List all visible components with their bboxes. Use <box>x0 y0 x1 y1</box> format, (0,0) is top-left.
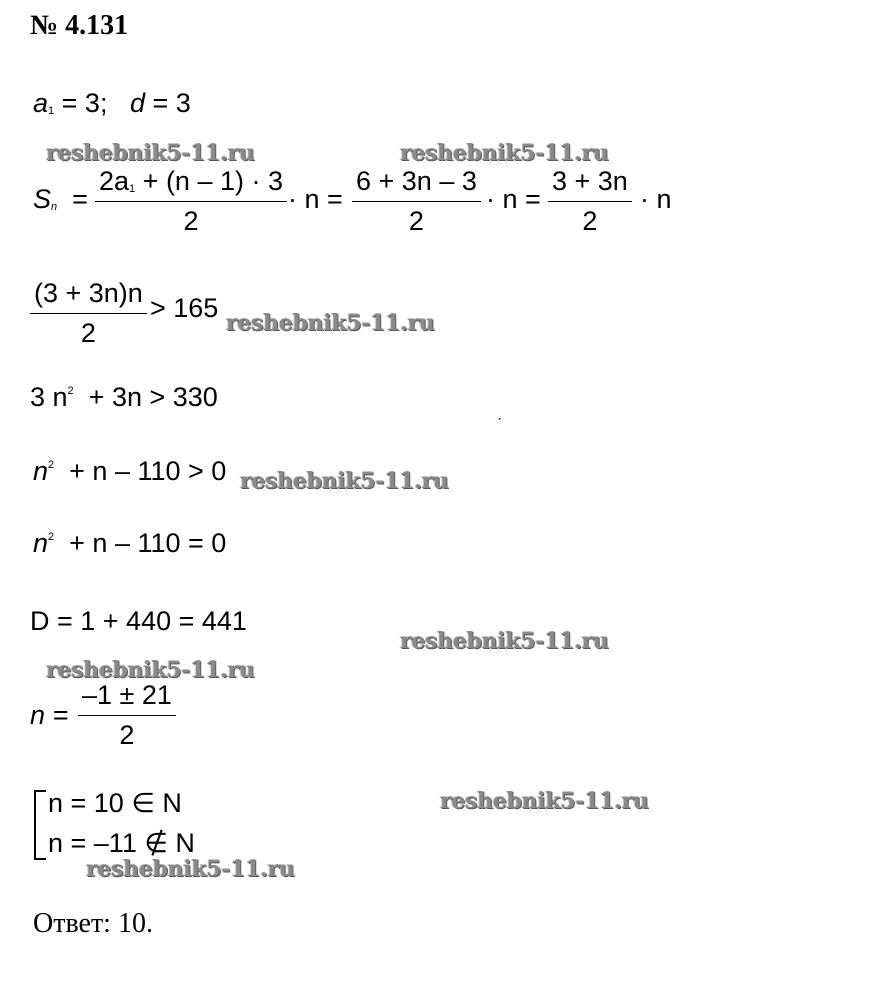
given-d-rest: = 3 <box>145 88 191 118</box>
sum-mul-3: · n <box>640 184 672 214</box>
ineq2-sup: 2 <box>67 385 74 397</box>
sum-fraction-1 <box>95 166 287 237</box>
answer-line: Ответ: 10. <box>33 908 153 939</box>
roots-fraction <box>78 680 176 751</box>
roots-den: 2 <box>119 720 135 750</box>
sum-lhs <box>33 186 88 213</box>
f2-den: 2 <box>408 206 424 236</box>
sum-s-sub: n <box>51 201 58 213</box>
ineq2-rest: + 3n > 330 <box>73 382 218 412</box>
watermark: reshebnik5-11.ru <box>46 657 255 683</box>
sum-eq: = <box>72 184 88 214</box>
eq-a: n <box>33 528 49 558</box>
given-a-rest: = 3; <box>54 88 108 118</box>
watermark: reshebnik5-11.ru <box>86 856 295 882</box>
f1-num-rest: + (n – 1) · 3 <box>135 166 283 196</box>
eq-rest: + n – 110 = 0 <box>54 528 227 558</box>
f3-num: 3 + 3n <box>548 166 632 202</box>
f1-den: 2 <box>183 206 199 236</box>
ineq3-sup: 2 <box>48 459 55 471</box>
f3-den: 2 <box>582 206 598 236</box>
watermark: reshebnik5-11.ru <box>400 140 609 166</box>
given-line <box>33 90 191 117</box>
watermark: reshebnik5-11.ru <box>46 140 255 166</box>
roots-num: –1 ± 21 <box>78 680 176 716</box>
sum-s: S <box>33 184 52 214</box>
sum-fraction-3 <box>548 166 632 237</box>
f1-num-sub: 1 <box>129 183 136 195</box>
system-line-1: n = 10 ∈ N <box>48 788 182 818</box>
ineq1-den: 2 <box>80 318 96 348</box>
watermark: reshebnik5-11.ru <box>240 468 449 494</box>
sum-mul-2: · n = <box>486 184 541 214</box>
given-a-sub: 1 <box>48 105 55 117</box>
system-bracket <box>34 790 46 860</box>
ineq2-a: 3 n <box>30 382 68 412</box>
ineq3-line <box>33 458 226 485</box>
eq-line <box>33 530 226 557</box>
ineq3-rest: + n – 110 > 0 <box>54 456 227 486</box>
given-d: d <box>129 88 145 118</box>
eq-sup: 2 <box>48 531 55 543</box>
page-title: № 4.131 <box>30 10 129 41</box>
given-a: a <box>33 88 49 118</box>
ineq1-num: (3 + 3n)n <box>30 278 147 314</box>
f1-num-a: 2a <box>99 166 130 196</box>
discriminant-line: D = 1 + 440 = 441 <box>30 606 247 636</box>
watermark: reshebnik5-11.ru <box>400 628 609 654</box>
watermark: reshebnik5-11.ru <box>226 310 435 336</box>
sum-fraction-2 <box>352 166 481 237</box>
ineq2-line <box>30 384 218 411</box>
sum-mul-1: · n = <box>288 184 343 214</box>
ineq1-fraction <box>30 278 147 349</box>
f2-num: 6 + 3n – 3 <box>352 166 481 202</box>
ineq3-a: n <box>33 456 49 486</box>
stray-mark: ˏ <box>497 404 502 420</box>
ineq1-rest: > 165 <box>150 293 219 323</box>
system-line-2: n = –11 ∉ N <box>48 828 195 858</box>
watermark: reshebnik5-11.ru <box>440 788 649 814</box>
roots-lhs: n = <box>30 700 69 730</box>
